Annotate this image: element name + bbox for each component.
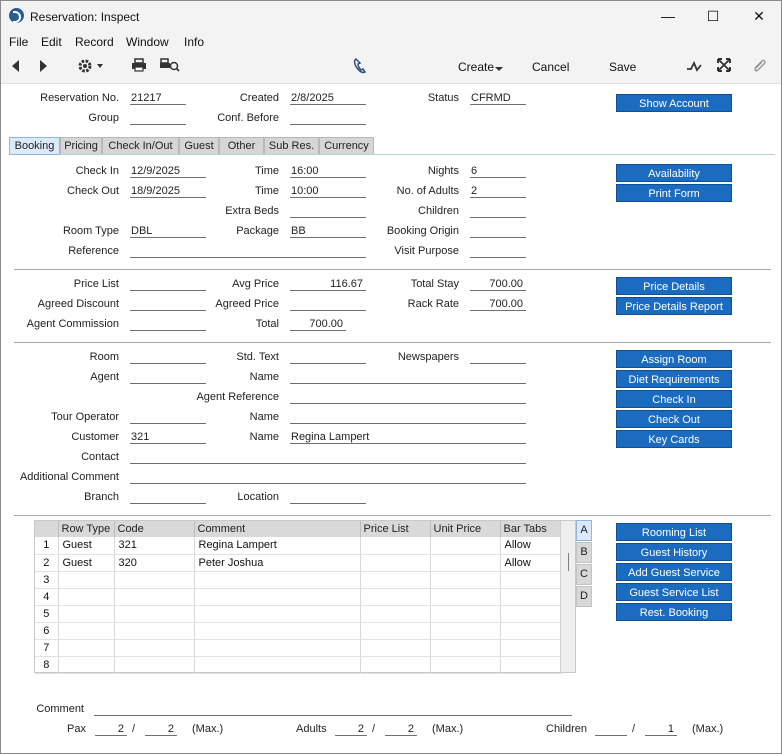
tour-operator-label: Tour Operator xyxy=(51,411,119,423)
check-out-time-field[interactable]: 10:00 xyxy=(290,185,366,198)
total-stay-label: Total Stay xyxy=(410,278,459,290)
cell-row-number: 2 xyxy=(35,554,58,571)
agent-commission-field[interactable] xyxy=(130,318,206,331)
section-divider xyxy=(14,515,771,516)
customer-name-field[interactable]: Regina Lampert xyxy=(290,431,526,444)
guest-history-button[interactable]: Guest History xyxy=(616,543,732,561)
show-account-button[interactable]: Show Account xyxy=(616,94,732,112)
tour-operator-field[interactable] xyxy=(130,411,206,424)
tab-guest[interactable]: Guest xyxy=(179,137,219,155)
cell-bar-tabs[interactable]: Allow xyxy=(500,554,561,571)
cell-comment[interactable] xyxy=(194,639,360,656)
children-max-label: (Max.) xyxy=(692,723,724,735)
close-icon[interactable]: ✕ xyxy=(753,8,765,24)
cell-unit-price[interactable] xyxy=(430,656,500,673)
rooming-list-button[interactable]: Rooming List xyxy=(616,523,732,541)
agent-reference-field[interactable] xyxy=(290,391,526,404)
avg-price-field[interactable]: 116.67 xyxy=(290,278,366,291)
save-button[interactable]: Save xyxy=(609,60,637,74)
menu-window[interactable]: Window xyxy=(126,35,169,49)
children-footer-label: Children xyxy=(546,723,587,735)
cell-price-list[interactable] xyxy=(360,571,430,588)
tour-operator-name-field[interactable] xyxy=(290,411,526,424)
guest-service-list-button[interactable]: Guest Service List xyxy=(616,583,732,601)
pax-max-field[interactable]: 2 xyxy=(145,723,177,736)
room-field[interactable] xyxy=(130,351,206,364)
agent-field[interactable] xyxy=(130,371,206,384)
cell-price-list[interactable] xyxy=(360,537,430,554)
total-stay-field[interactable]: 700.00 xyxy=(470,278,526,291)
cell-row-type[interactable] xyxy=(58,605,114,622)
scroll-thumb[interactable] xyxy=(568,553,569,571)
tab-other[interactable]: Other xyxy=(219,137,264,155)
agreed-discount-label: Agreed Discount xyxy=(37,298,119,310)
table-row[interactable] xyxy=(35,622,561,639)
check-in-time-field[interactable]: 16:00 xyxy=(290,165,366,178)
adults-max-label: (Max.) xyxy=(432,723,464,735)
cell-unit-price[interactable] xyxy=(430,588,500,605)
customer-field[interactable]: 321 xyxy=(130,431,206,444)
table-row[interactable] xyxy=(35,571,561,588)
cell-comment[interactable]: Peter Joshua xyxy=(194,554,360,571)
toolbar xyxy=(1,52,781,84)
print-preview-icon[interactable] xyxy=(159,58,181,76)
expand-icon[interactable] xyxy=(715,58,733,76)
table-row[interactable] xyxy=(35,639,561,656)
table-row[interactable] xyxy=(35,554,561,571)
agent-commission-label: Agent Commission xyxy=(26,318,119,330)
tab-pricing[interactable]: Pricing xyxy=(60,137,102,155)
pax-label: Pax xyxy=(67,723,86,735)
adults-max-field[interactable]: 2 xyxy=(385,723,417,736)
column-header xyxy=(35,521,58,537)
agreed-price-field[interactable] xyxy=(290,298,366,311)
conf-before-field[interactable] xyxy=(290,112,366,125)
grid-tab-c[interactable]: C xyxy=(576,564,592,585)
extra-beds-label: Extra Beds xyxy=(225,205,279,217)
std-text-label: Std. Text xyxy=(236,351,279,363)
check-out-time-label: Time xyxy=(254,185,279,197)
cell-bar-tabs[interactable] xyxy=(500,571,561,588)
room-type-field[interactable]: DBL xyxy=(130,225,206,238)
tab-check-in-out[interactable]: Check In/Out xyxy=(102,137,179,155)
check-in-button[interactable]: Check In xyxy=(616,390,732,408)
group-label: Group xyxy=(88,112,119,124)
cell-row-number: 1 xyxy=(35,537,58,554)
agreed-price-label: Agreed Price xyxy=(215,298,279,310)
no-of-adults-label: No. of Adults xyxy=(396,185,459,197)
price-list-field[interactable] xyxy=(130,278,206,291)
cell-code[interactable] xyxy=(114,639,194,656)
total-field[interactable]: 700.00 xyxy=(290,318,346,331)
contact-label: Contact xyxy=(81,451,119,463)
column-header-row-type[interactable]: Row Type xyxy=(58,521,114,537)
cell-row-number: 5 xyxy=(35,605,58,622)
attachment-icon[interactable] xyxy=(750,58,768,76)
minimize-icon[interactable]: — xyxy=(661,8,675,24)
total-label: Total xyxy=(255,318,279,330)
cell-price-list[interactable] xyxy=(360,588,430,605)
comment-label: Comment xyxy=(36,703,84,715)
cell-code[interactable]: 320 xyxy=(114,554,194,571)
adults-field[interactable]: 2 xyxy=(335,723,367,736)
check-in-field[interactable]: 12/9/2025 xyxy=(130,165,206,178)
children-max-field[interactable]: 1 xyxy=(645,723,677,736)
cell-price-list[interactable] xyxy=(360,639,430,656)
maximize-icon[interactable]: ☐ xyxy=(706,8,720,24)
package-field[interactable]: BB xyxy=(290,225,366,238)
column-header-code[interactable]: Code xyxy=(114,521,194,537)
column-header-bar-tabs[interactable]: Bar Tabs xyxy=(500,521,561,537)
column-header-comment[interactable]: Comment xyxy=(194,521,360,537)
availability-button[interactable]: Availability xyxy=(616,164,732,182)
branch-field[interactable] xyxy=(130,491,206,504)
cell-comment[interactable] xyxy=(194,605,360,622)
cell-price-list[interactable] xyxy=(360,622,430,639)
agent-name-field[interactable] xyxy=(290,371,526,384)
diet-requirements-button[interactable]: Diet Requirements xyxy=(616,370,732,388)
group-field[interactable] xyxy=(130,112,186,125)
package-label: Package xyxy=(236,225,279,237)
tab-sub-res[interactable]: Sub Res. xyxy=(264,137,319,155)
agreed-discount-field[interactable] xyxy=(130,298,206,311)
table-row[interactable] xyxy=(35,537,561,554)
pax-slash: / xyxy=(132,723,136,735)
key-cards-button[interactable]: Key Cards xyxy=(616,430,732,448)
avg-price-label: Avg Price xyxy=(232,278,279,290)
rack-rate-label: Rack Rate xyxy=(407,298,459,310)
extra-beds-field[interactable] xyxy=(290,205,366,218)
cell-code[interactable] xyxy=(114,656,194,673)
price-list-label: Price List xyxy=(73,278,119,290)
pax-field[interactable]: 2 xyxy=(95,723,127,736)
cell-comment[interactable]: Regina Lampert xyxy=(194,537,360,554)
cell-bar-tabs[interactable] xyxy=(500,588,561,605)
check-out-label: Check Out xyxy=(67,185,119,197)
price-details-report-button[interactable]: Price Details Report xyxy=(616,297,732,315)
print-icon[interactable] xyxy=(130,58,148,76)
agent-label: Agent xyxy=(90,371,119,383)
section-divider xyxy=(14,342,771,343)
title-bar xyxy=(1,1,781,32)
table-row[interactable] xyxy=(35,656,561,673)
nights-field[interactable]: 6 xyxy=(470,165,526,178)
cell-bar-tabs[interactable] xyxy=(500,622,561,639)
tab-underline xyxy=(59,154,775,155)
cell-row-type[interactable] xyxy=(58,639,114,656)
assign-room-button[interactable]: Assign Room xyxy=(616,350,732,368)
cell-unit-price[interactable] xyxy=(430,605,500,622)
column-header-price-list[interactable]: Price List xyxy=(360,521,430,537)
create-dropdown-icon[interactable] xyxy=(493,58,505,76)
column-header-unit-price[interactable]: Unit Price xyxy=(430,521,500,537)
std-text-field[interactable] xyxy=(290,351,366,364)
children-footer-field[interactable] xyxy=(595,723,627,736)
grid-scrollbar[interactable] xyxy=(560,521,575,672)
visit-purpose-label: Visit Purpose xyxy=(394,245,459,257)
add-guest-service-button[interactable]: Add Guest Service xyxy=(616,563,732,581)
check-out-button[interactable]: Check Out xyxy=(616,410,732,428)
app-logo-icon xyxy=(9,8,24,23)
previous-record-icon[interactable] xyxy=(7,58,25,76)
cell-comment[interactable] xyxy=(194,588,360,605)
cell-comment[interactable] xyxy=(194,571,360,588)
cell-code[interactable] xyxy=(114,622,194,639)
grid-header-row xyxy=(35,521,561,537)
create-button[interactable]: Create xyxy=(458,60,495,74)
reservation-no-field[interactable]: 21217 xyxy=(130,92,186,105)
conf-before-label: Conf. Before xyxy=(217,112,279,124)
cell-row-type[interactable]: Guest xyxy=(58,554,114,571)
cell-row-type[interactable] xyxy=(58,622,114,639)
table-row[interactable] xyxy=(35,588,561,605)
cell-row-number: 3 xyxy=(35,571,58,588)
cell-unit-price[interactable] xyxy=(430,622,500,639)
cell-row-type[interactable] xyxy=(58,656,114,673)
cell-code[interactable] xyxy=(114,571,194,588)
rack-rate-field[interactable]: 700.00 xyxy=(470,298,526,311)
adults-label: Adults xyxy=(296,723,327,735)
additional-comment-field[interactable] xyxy=(130,471,526,484)
cell-row-number: 6 xyxy=(35,622,58,639)
menu-bar xyxy=(1,32,781,52)
cell-bar-tabs[interactable] xyxy=(500,656,561,673)
activity-pulse-icon[interactable] xyxy=(685,58,703,76)
grid-tab-a[interactable]: A xyxy=(576,520,592,541)
created-field[interactable]: 2/8/2025 xyxy=(290,92,366,105)
customer-label: Customer xyxy=(71,431,119,443)
cell-row-number: 7 xyxy=(35,639,58,656)
adults-slash: / xyxy=(372,723,376,735)
tab-currency[interactable]: Currency xyxy=(319,137,374,155)
newspapers-label: Newspapers xyxy=(397,351,459,363)
reference-label: Reference xyxy=(68,245,119,257)
tab-booking[interactable]: Booking xyxy=(9,137,60,155)
nights-label: Nights xyxy=(427,165,459,177)
branch-label: Branch xyxy=(84,491,119,503)
next-record-icon[interactable] xyxy=(34,58,52,76)
cell-row-type[interactable] xyxy=(58,588,114,605)
menu-record[interactable]: Record xyxy=(75,35,114,49)
settings-gear-icon[interactable] xyxy=(76,58,106,76)
created-label: Created xyxy=(239,92,279,104)
menu-file[interactable]: File xyxy=(9,35,29,49)
cell-price-list[interactable] xyxy=(360,554,430,571)
cell-unit-price[interactable] xyxy=(430,639,500,656)
status-field[interactable]: CFRMD xyxy=(470,92,526,105)
cell-comment[interactable] xyxy=(194,656,360,673)
booking-origin-field[interactable] xyxy=(470,225,526,238)
customer-name-label: Name xyxy=(249,431,279,443)
rows-grid xyxy=(34,520,576,673)
cell-bar-tabs[interactable] xyxy=(500,639,561,656)
agent-name-label: Name xyxy=(249,371,279,383)
cell-code[interactable] xyxy=(114,605,194,622)
grid-tab-d[interactable]: D xyxy=(576,586,592,607)
cell-row-type[interactable] xyxy=(58,571,114,588)
cell-bar-tabs[interactable] xyxy=(500,605,561,622)
cell-unit-price[interactable] xyxy=(430,571,500,588)
cell-bar-tabs[interactable]: Allow xyxy=(500,537,561,554)
check-in-time-label: Time xyxy=(254,165,279,177)
cell-row-type[interactable]: Guest xyxy=(58,537,114,554)
window-title: Reservation: Inspect xyxy=(30,10,140,24)
children-slash: / xyxy=(632,723,636,735)
cell-code[interactable] xyxy=(114,588,194,605)
visit-purpose-field[interactable] xyxy=(470,245,526,258)
location-field[interactable] xyxy=(290,491,366,504)
room-label: Room xyxy=(89,351,119,363)
rows-table xyxy=(35,521,562,674)
location-label: Location xyxy=(237,491,279,503)
menu-edit[interactable]: Edit xyxy=(41,35,62,49)
cell-unit-price[interactable] xyxy=(430,554,500,571)
menu-info[interactable]: Info xyxy=(184,35,205,49)
cell-row-number: 4 xyxy=(35,588,58,605)
comment-field[interactable] xyxy=(94,703,572,716)
print-form-button[interactable]: Print Form xyxy=(616,184,732,202)
room-type-label: Room Type xyxy=(62,225,119,237)
children-field[interactable] xyxy=(470,205,526,218)
children-label: Children xyxy=(418,205,459,217)
grid-tab-b[interactable]: B xyxy=(576,542,592,563)
table-row[interactable] xyxy=(35,605,561,622)
tour-operator-name-label: Name xyxy=(249,411,279,423)
status-label: Status xyxy=(427,92,459,104)
pax-max-label: (Max.) xyxy=(192,723,224,735)
cell-price-list[interactable] xyxy=(360,605,430,622)
additional-comment-label: Additional Comment xyxy=(19,471,119,483)
cell-code[interactable]: 321 xyxy=(114,537,194,554)
rest-booking-button[interactable]: Rest. Booking xyxy=(616,603,732,621)
check-out-field[interactable]: 18/9/2025 xyxy=(130,185,206,198)
cell-unit-price[interactable] xyxy=(430,537,500,554)
check-in-label: Check In xyxy=(75,165,119,177)
cell-price-list[interactable] xyxy=(360,656,430,673)
no-of-adults-field[interactable]: 2 xyxy=(470,185,526,198)
phone-icon[interactable] xyxy=(351,58,369,76)
agent-reference-label: Agent Reference xyxy=(196,391,279,403)
reservation-no-label: Reservation No. xyxy=(40,92,119,104)
cell-comment[interactable] xyxy=(194,622,360,639)
newspapers-field[interactable] xyxy=(470,351,526,364)
booking-origin-label: Booking Origin xyxy=(386,225,459,237)
section-divider xyxy=(14,269,771,270)
price-details-button[interactable]: Price Details xyxy=(616,277,732,295)
reference-field[interactable] xyxy=(130,245,366,258)
cancel-button[interactable]: Cancel xyxy=(532,60,570,74)
contact-field[interactable] xyxy=(130,451,526,464)
cell-row-number: 8 xyxy=(35,656,58,673)
